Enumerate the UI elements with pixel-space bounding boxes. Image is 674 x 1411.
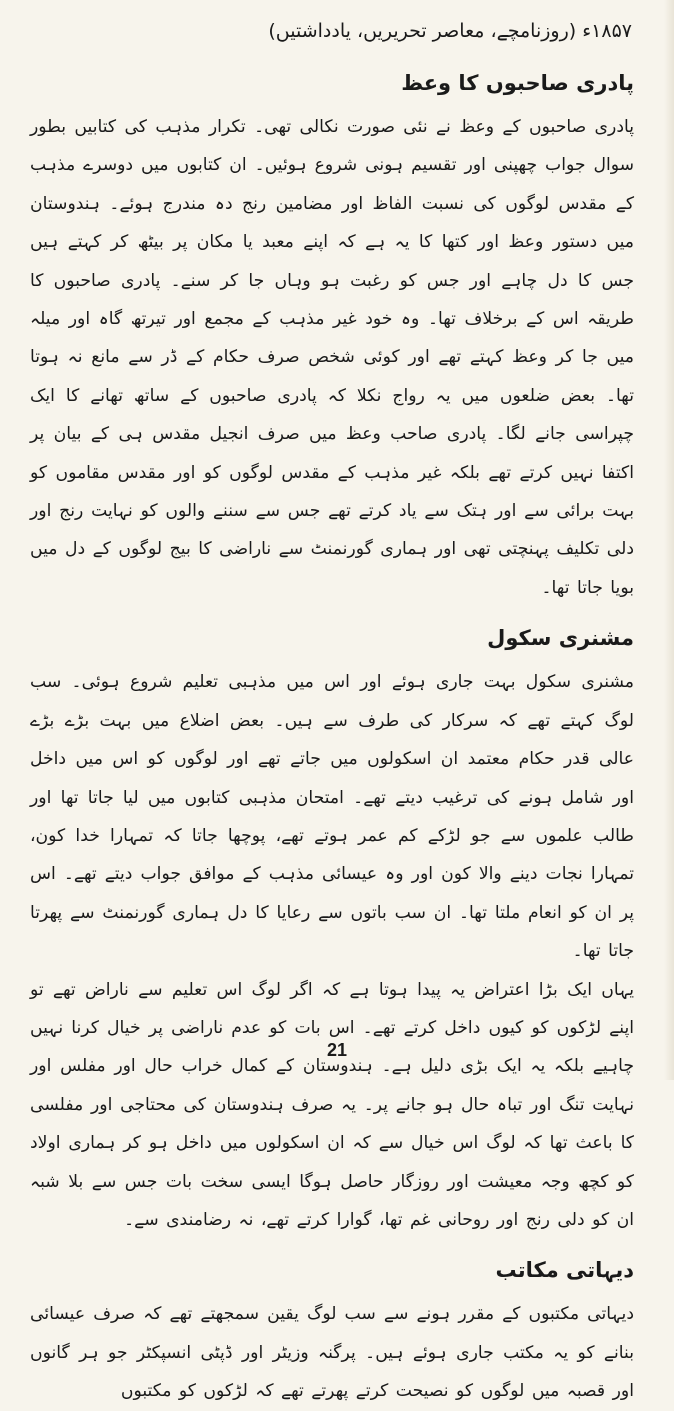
section-dehati-makatib bbox=[30, 1253, 634, 1410]
running-head: ۱۸۵۷ء (روزنامچے، معاصر تحریریں، یادداشتیں) bbox=[268, 20, 632, 42]
section-heading: پادری صاحبوں کا وعظ bbox=[401, 71, 634, 95]
page-edge-shadow bbox=[664, 0, 674, 1080]
page-number: 21 bbox=[326, 1040, 348, 1060]
section-heading: دیہاتی مکاتب bbox=[495, 1258, 634, 1283]
section-heading: مشنری سکول bbox=[487, 626, 634, 651]
paragraph: پادری صاحبوں کے وعظ نے نئی صورت نکالی تھی۔ تکرار مذہب کی کتابیں بطور سوال جواب چھپنی اور تقسیم ہونی شروع ہوئیں۔ ان کتابوں میں دوسرے مذہب کے مقدس لوگوں کی نسبت الفاظ اور مضامین رنج دہ مندرج ہوئے۔ ہندوستان میں دستور وعظ اور کتھا کا یہ ہے کہ اپنے معبد یا مکان پر بیٹھ کر کہتے ہیں جس کا دل چاہے اور جس کو رغبت ہو وہاں جا کر سنے۔ پادری صاحبوں کا طریقہ اس کے برخلاف تھا۔ وہ خود غیر مذہب کے مجمع اور تیرتھ گاہ اور میلہ میں جا کر وعظ کہتے تھے اور کوئی شخص صرف حکام کے ڈر سے مانع نہ ہوتا تھا۔ بعض ضلعوں میں یہ رواج نکلا کہ پادری صاحبوں کے ساتھ تھانے کا ایک چپراسی جانے لگا۔ پادری صاحب وعظ میں صرف انجیل مقدس ہی کے بیان پر اکتفا نہیں کرتے تھے بلکہ غیر مذہب کے مقدس لوگوں کو اور مقدس مقاموں کو بہت برائی سے اور ہتک سے یاد کرتے تھے جس سے سننے والوں کو نہایت رنج اور دلی تکلیف پہنچتی تھی اور ہماری گورنمنٹ سے ناراضی کا بیج لوگوں کے دل میں بویا جاتا تھا۔ bbox=[30, 117, 634, 598]
paragraph: یہاں ایک بڑا اعتراض یہ پیدا ہوتا ہے کہ اگر لوگ اس تعلیم سے ناراض تھے تو اپنے لڑکوں کو کیوں داخل کرتے تھے۔ اس بات کو عدم ناراضی پر خیال کرنا نہیں چاہیے بلکہ یہ ایک بڑی دلیل ہے۔ ہندوستان کے کمال خراب حال اور مفلس اور نہایت تنگ اور تباہ حال ہو جانے پر۔ یہ صرف ہندوستان کی محتاجی اور مفلسی کا باعث تھا کہ لوگ اس خیال سے کہ ان اسکولوں میں داخل ہو کر ہماری اولاد کو کچھ وجہ معیشت اور روزگار حاصل ہوگا ایسی سخت بات جس سے بلا شبہ ان کو دلی رنج اور روحانی غم تھا، گوارا کرتے تھے، نہ رضامندی سے۔ bbox=[30, 979, 634, 1230]
section-mission-school bbox=[30, 621, 634, 1239]
paragraph: دیہاتی مکتبوں کے مقرر ہونے سے سب لوگ یقین سمجھتے تھے کہ صرف عیسائی بنانے کو یہ مکتب جاری ہوئے ہیں۔ پرگنہ وزیٹر اور ڈپٹی انسپکٹر جو ہر گانوں اور قصبہ میں لوگوں کو نصیحت کرتے پھرتے تھے کہ لڑکوں کو مکتبوں bbox=[30, 1304, 634, 1402]
section-padri-sahibon-ka-waz bbox=[30, 66, 634, 607]
paragraph: مشنری سکول بہت جاری ہوئے اور اس میں مذہبی تعلیم شروع ہوئی۔ سب لوگ کہتے تھے کہ سرکار کی طرف سے ہیں۔ بعض اضلاع میں بہت بڑے بڑے عالی قدر حکام معتمد ان اسکولوں میں جاتے تھے اور لوگوں کو اس میں داخل اور شامل ہونے کی ترغیب دیتے تھے۔ امتحان مذہبی کتابوں میں لیا جاتا تھا اور طالب علموں سے جو لڑکے کم عمر ہوتے تھے، پوچھا جاتا کہ تمہارا خدا کون، تمہارا نجات دینے والا کون اور وہ عیسائی مذہب کے موافق جواب دیتے تھے۔ اس پر ان کو انعام ملتا تھا۔ ان سب باتوں سے رعایا کا دل ہماری گورنمنٹ سے پھرتا جاتا تھا۔ bbox=[30, 672, 634, 962]
